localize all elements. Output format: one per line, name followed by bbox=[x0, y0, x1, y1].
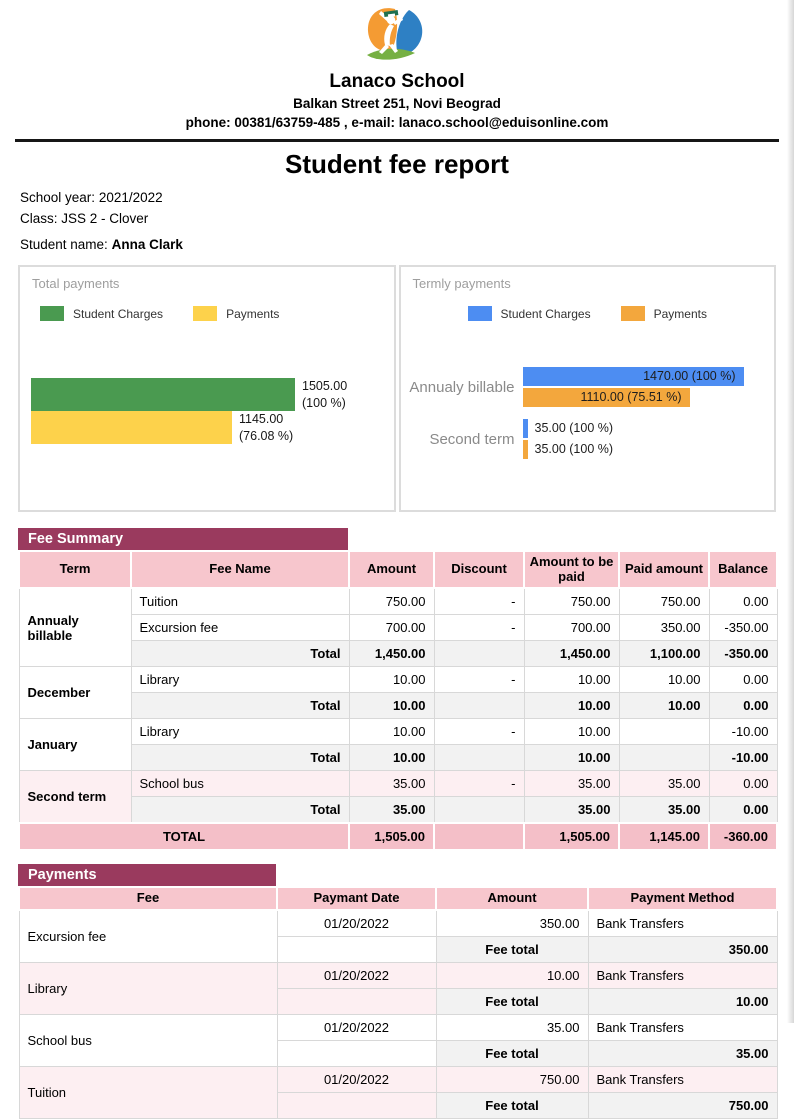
term-cell: January bbox=[19, 719, 131, 771]
chart-bar-label: 35.00 (100 %) bbox=[534, 421, 614, 435]
cell-fee-name: Library bbox=[131, 719, 349, 745]
legend-label: Student Charges bbox=[500, 306, 591, 321]
payments-header-row bbox=[19, 887, 777, 910]
chart-title: Total payments bbox=[32, 276, 120, 291]
cell-to-pay: 35.00 bbox=[524, 771, 619, 797]
cell-balance: -350.00 bbox=[709, 615, 777, 641]
column-header: Paid amount bbox=[619, 551, 709, 588]
total-label-cell: Total bbox=[131, 693, 349, 719]
fee-summary-header-row bbox=[19, 551, 777, 588]
chart-bar bbox=[523, 419, 528, 438]
cell-empty bbox=[277, 988, 436, 1014]
cell-paid: 1,145.00 bbox=[619, 823, 709, 850]
term-cell: Second term bbox=[19, 771, 131, 824]
cell-empty bbox=[277, 936, 436, 962]
cell-balance: -360.00 bbox=[709, 823, 777, 850]
cell-payment-method: Bank Transfers bbox=[588, 910, 777, 937]
fee-total-value-cell: 10.00 bbox=[588, 988, 777, 1014]
fee-row bbox=[19, 615, 777, 641]
column-header: Balance bbox=[709, 551, 777, 588]
chart-category-row bbox=[401, 419, 767, 459]
cell-to-pay: 700.00 bbox=[524, 615, 619, 641]
chart-bar-label: 35.00 (100 %) bbox=[534, 442, 614, 456]
grand-total-label: TOTAL bbox=[19, 823, 349, 850]
cell-to-pay: 750.00 bbox=[524, 588, 619, 615]
cell-fee-name: School bus bbox=[131, 771, 349, 797]
cell-fee: School bus bbox=[19, 1014, 277, 1066]
cell-empty bbox=[277, 1040, 436, 1066]
charts-row bbox=[18, 265, 776, 512]
term-total-row bbox=[19, 641, 777, 667]
cell-paid bbox=[619, 719, 709, 745]
cell-balance: 0.00 bbox=[709, 667, 777, 693]
student-name-value: Anna Clark bbox=[111, 237, 183, 252]
column-header: Amount bbox=[436, 887, 588, 910]
legend-label: Payments bbox=[226, 306, 280, 321]
cell-discount bbox=[434, 797, 524, 824]
class-value: JSS 2 - Clover bbox=[61, 211, 149, 226]
school-address: Balkan Street 251, Novi Beograd bbox=[293, 96, 501, 111]
school-year-value: 2021/2022 bbox=[98, 190, 163, 205]
cell-balance: 0.00 bbox=[709, 693, 777, 719]
chart-bar bbox=[31, 378, 295, 411]
student-info bbox=[20, 190, 794, 252]
term-cell: Annualy billable bbox=[19, 588, 131, 667]
legend-item bbox=[621, 306, 707, 321]
header-divider bbox=[15, 139, 779, 142]
chart-bar-label: 1110.00 (75.51 %) bbox=[580, 390, 682, 404]
legend-label: Student Charges bbox=[73, 306, 164, 321]
cell-amount: 10.00 bbox=[436, 962, 588, 988]
fee-total-value-cell: 350.00 bbox=[588, 936, 777, 962]
cell-paid: 750.00 bbox=[619, 588, 709, 615]
cell-amount: 35.00 bbox=[349, 771, 434, 797]
category-bars bbox=[523, 419, 767, 459]
legend-label: Payments bbox=[653, 306, 707, 321]
cell-to-pay: 10.00 bbox=[524, 693, 619, 719]
cell-payment-date: 01/20/2022 bbox=[277, 910, 436, 937]
cell-balance: 0.00 bbox=[709, 771, 777, 797]
cell-amount: 750.00 bbox=[436, 1066, 588, 1092]
fee-total-label-cell: Fee total bbox=[436, 988, 588, 1014]
legend-swatch-icon bbox=[468, 306, 492, 321]
cell-to-pay: 1,450.00 bbox=[524, 641, 619, 667]
school-contact: phone: 00381/63759-485 , e-mail: lanaco.school@eduisonline.com bbox=[185, 115, 609, 130]
cell-paid: 350.00 bbox=[619, 615, 709, 641]
cell-fee: Library bbox=[19, 962, 277, 1014]
fee-summary-banner: Fee Summary bbox=[18, 528, 348, 550]
cell-balance: -350.00 bbox=[709, 641, 777, 667]
cell-discount: - bbox=[434, 667, 524, 693]
bar-percent: (76.08 %) bbox=[239, 428, 294, 443]
cell-amount: 10.00 bbox=[349, 667, 434, 693]
category-label: Second term bbox=[429, 430, 515, 448]
cell-to-pay: 10.00 bbox=[524, 745, 619, 771]
report-header bbox=[0, 0, 794, 130]
chart-bar-wrap bbox=[523, 388, 767, 407]
total-payments-chart bbox=[18, 265, 396, 512]
chart-bar-wrap bbox=[523, 440, 767, 459]
legend-item bbox=[193, 306, 279, 321]
fee-row bbox=[19, 667, 777, 693]
termly-payments-chart bbox=[399, 265, 777, 512]
school-logo-icon bbox=[357, 5, 437, 63]
total-label-cell: Total bbox=[131, 745, 349, 771]
cell-amount: 700.00 bbox=[349, 615, 434, 641]
column-header: Term bbox=[19, 551, 131, 588]
payment-row bbox=[19, 910, 777, 937]
fee-total-label-cell: Fee total bbox=[436, 1040, 588, 1066]
chart-bar-wrap bbox=[523, 419, 767, 438]
cell-discount bbox=[434, 745, 524, 771]
bar-value: 1145.00 bbox=[239, 412, 284, 427]
cell-balance: 0.00 bbox=[709, 797, 777, 824]
bar-value: 1505.00 bbox=[302, 379, 348, 394]
page-title: Student fee report bbox=[285, 149, 509, 179]
column-header: Payment Method bbox=[588, 887, 777, 910]
chart-legend bbox=[401, 306, 775, 321]
payment-row bbox=[19, 1014, 777, 1040]
legend-swatch-icon bbox=[193, 306, 217, 321]
cell-amount: 350.00 bbox=[436, 910, 588, 937]
chart-bar-row bbox=[31, 378, 386, 411]
cell-fee: Excursion fee bbox=[19, 910, 277, 963]
cell-payment-method: Bank Transfers bbox=[588, 1066, 777, 1092]
class-label: Class: bbox=[20, 211, 58, 226]
fee-row bbox=[19, 771, 777, 797]
cell-paid bbox=[619, 745, 709, 771]
legend-swatch-icon bbox=[40, 306, 64, 321]
cell-paid: 35.00 bbox=[619, 797, 709, 824]
student-name-line bbox=[20, 237, 794, 252]
cell-balance: 0.00 bbox=[709, 588, 777, 615]
column-header: Amount to be paid bbox=[524, 551, 619, 588]
chart-title: Termly payments bbox=[412, 276, 511, 291]
chart-plot bbox=[31, 378, 386, 444]
column-header: Fee Name bbox=[131, 551, 349, 588]
category-label: Annualy billable bbox=[409, 378, 515, 396]
grand-total-row bbox=[19, 823, 777, 850]
payment-row bbox=[19, 962, 777, 988]
cell-amount: 10.00 bbox=[349, 745, 434, 771]
fee-total-label-cell: Fee total bbox=[436, 1092, 588, 1118]
cell-to-pay: 35.00 bbox=[524, 797, 619, 824]
cell-amount: 35.00 bbox=[349, 797, 434, 824]
cell-payment-date: 01/20/2022 bbox=[277, 962, 436, 988]
payments-banner: Payments bbox=[18, 864, 276, 886]
cell-fee-name: Library bbox=[131, 667, 349, 693]
term-cell: December bbox=[19, 667, 131, 719]
fee-total-label-cell: Fee total bbox=[436, 936, 588, 962]
school-name: Lanaco School bbox=[329, 71, 465, 92]
chart-plot bbox=[401, 367, 767, 471]
cell-payment-date: 01/20/2022 bbox=[277, 1066, 436, 1092]
cell-balance: -10.00 bbox=[709, 719, 777, 745]
legend-item bbox=[468, 306, 591, 321]
cell-fee-name: Tuition bbox=[131, 588, 349, 615]
term-total-row bbox=[19, 693, 777, 719]
cell-amount: 750.00 bbox=[349, 588, 434, 615]
term-total-row bbox=[19, 745, 777, 771]
column-header: Amount bbox=[349, 551, 434, 588]
column-header: Discount bbox=[434, 551, 524, 588]
chart-bar-label bbox=[302, 378, 347, 411]
fee-row bbox=[19, 588, 777, 615]
cell-payment-method: Bank Transfers bbox=[588, 962, 777, 988]
chart-bar-label: 1470.00 (100 %) bbox=[643, 369, 736, 383]
bar-percent: (100 %) bbox=[302, 395, 346, 410]
chart-bar bbox=[523, 440, 528, 459]
cell-discount bbox=[434, 693, 524, 719]
total-label-cell: Total bbox=[131, 797, 349, 824]
cell-empty bbox=[277, 1092, 436, 1118]
cell-amount: 10.00 bbox=[349, 693, 434, 719]
column-header: Fee bbox=[19, 887, 277, 910]
cell-discount: - bbox=[434, 615, 524, 641]
chart-bar-label bbox=[239, 411, 293, 444]
cell-discount: - bbox=[434, 719, 524, 745]
student-name-label: Student name: bbox=[20, 237, 108, 252]
cell-to-pay: 10.00 bbox=[524, 667, 619, 693]
total-label-cell: Total bbox=[131, 641, 349, 667]
column-header: Paymant Date bbox=[277, 887, 436, 910]
category-bars bbox=[523, 367, 767, 407]
payments-table bbox=[18, 886, 778, 1119]
cell-to-pay: 10.00 bbox=[524, 719, 619, 745]
cell-discount: - bbox=[434, 588, 524, 615]
cell-fee: Tuition bbox=[19, 1066, 277, 1118]
fee-summary-table bbox=[18, 550, 778, 851]
cell-discount bbox=[434, 641, 524, 667]
chart-category-row bbox=[401, 367, 767, 407]
cell-amount: 1,450.00 bbox=[349, 641, 434, 667]
chart-legend bbox=[40, 306, 394, 321]
cell-discount: - bbox=[434, 771, 524, 797]
cell-paid: 10.00 bbox=[619, 667, 709, 693]
cell-paid: 1,100.00 bbox=[619, 641, 709, 667]
cell-payment-date: 01/20/2022 bbox=[277, 1014, 436, 1040]
page-edge-shadow bbox=[787, 0, 794, 1023]
cell-amount: 10.00 bbox=[349, 719, 434, 745]
fee-total-value-cell: 35.00 bbox=[588, 1040, 777, 1066]
class-line bbox=[20, 211, 794, 226]
cell-balance: -10.00 bbox=[709, 745, 777, 771]
cell-amount: 1,505.00 bbox=[349, 823, 434, 850]
legend-item bbox=[40, 306, 163, 321]
school-year-label: School year: bbox=[20, 190, 96, 205]
cell-discount bbox=[434, 823, 524, 850]
chart-bar bbox=[31, 411, 232, 444]
fee-row bbox=[19, 719, 777, 745]
term-total-row bbox=[19, 797, 777, 824]
cell-paid: 10.00 bbox=[619, 693, 709, 719]
cell-to-pay: 1,505.00 bbox=[524, 823, 619, 850]
legend-swatch-icon bbox=[621, 306, 645, 321]
school-year-line bbox=[20, 190, 794, 205]
fee-total-value-cell: 750.00 bbox=[588, 1092, 777, 1118]
chart-bar-wrap bbox=[523, 367, 767, 386]
payment-row bbox=[19, 1066, 777, 1092]
chart-bar-row bbox=[31, 411, 386, 444]
cell-paid: 35.00 bbox=[619, 771, 709, 797]
cell-fee-name: Excursion fee bbox=[131, 615, 349, 641]
cell-payment-method: Bank Transfers bbox=[588, 1014, 777, 1040]
cell-amount: 35.00 bbox=[436, 1014, 588, 1040]
